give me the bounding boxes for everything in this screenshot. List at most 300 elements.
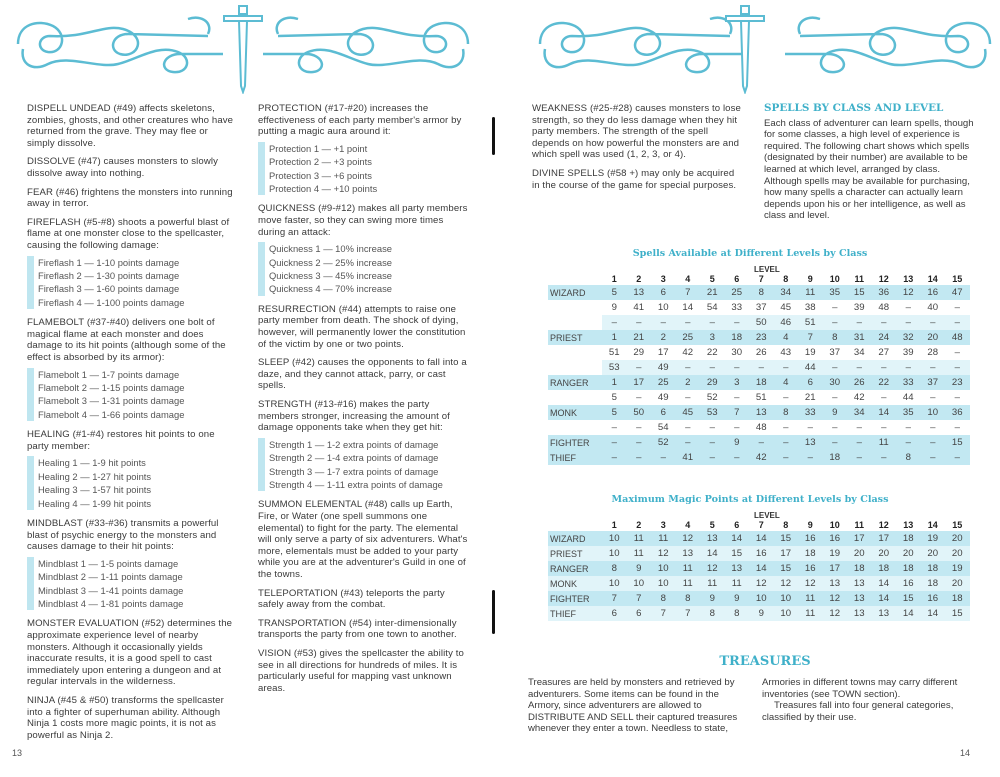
spell-stat: Protection 1 — +1 point: [269, 142, 368, 154]
spell-stat: Mindblast 3 — 1-41 points damage: [38, 584, 184, 596]
spell-stat: Flamebolt 3 — 1-31 points damage: [38, 395, 185, 407]
spell-number-cell: –: [700, 450, 725, 465]
spell-description: MONSTER EVALUATION (#52) determines the approximate experience level of nearby monsters. Although it occasionally yields inaccurate results, it is a good spell to cast immediately upon entering a dungeon and at regular intervals in the wilderness.: [27, 618, 233, 688]
magic-points-cell: 17: [847, 531, 872, 546]
spell-number-cell: 31: [847, 330, 872, 345]
table-row: [548, 420, 970, 435]
magic-points-cell: 9: [700, 591, 725, 606]
spell-number-cell: 11: [872, 435, 897, 450]
spell-stat: Protection 3 — +6 points: [269, 169, 372, 181]
magic-points-cell: 8: [725, 606, 750, 621]
magic-points-cell: 16: [921, 591, 946, 606]
spell-number-cell: 10: [657, 302, 669, 313]
magic-points-cell: 18: [847, 561, 872, 576]
spell-number-cell: –: [945, 315, 970, 330]
magic-points-cell: 20: [945, 531, 970, 546]
table-row: [548, 435, 970, 450]
spell-number-cell: 12: [896, 285, 921, 300]
spell-number-cell: 51: [755, 392, 767, 403]
spell-number-cell: 34: [847, 405, 872, 420]
celtic-sword-ornament: [8, 4, 478, 94]
level-header: 5: [709, 274, 715, 284]
table-row: [548, 606, 970, 621]
spell-stat: Quickness 4 — 70% increase: [269, 283, 392, 295]
magic-points-cell: 20: [945, 576, 970, 591]
magic-points-cell: 19: [945, 561, 970, 576]
magic-points-cell: 14: [749, 531, 774, 546]
magic-points-cell: 20: [945, 546, 970, 561]
spell-number-cell: –: [823, 315, 848, 330]
class-name: FIGHTER: [548, 435, 602, 450]
spell-number-cell: –: [823, 435, 848, 450]
spell-stat: Flamebolt 1 — 1-7 points damage: [38, 368, 180, 380]
spell-number-cell: –: [921, 315, 946, 330]
right-page: [500, 0, 1000, 777]
magic-points-cell: 18: [921, 576, 946, 591]
spell-stat: Healing 3 — 1-57 hit points: [38, 484, 152, 496]
spell-number-cell: –: [832, 422, 838, 433]
spell-number-cell: 53: [700, 405, 725, 420]
spell-number-cell: 26: [755, 347, 767, 358]
spell-number-cell: 29: [633, 347, 645, 358]
magic-points-cell: 11: [725, 576, 750, 591]
spell-number-cell: –: [685, 422, 691, 433]
class-name: THIEF: [548, 606, 602, 621]
table-row: [548, 345, 970, 360]
spell-number-cell: –: [627, 315, 652, 330]
spell-number-cell: 25: [725, 285, 750, 300]
spell-number-cell: 33: [896, 375, 921, 390]
level-header: 13: [903, 520, 914, 530]
magic-points-cell: 11: [627, 546, 652, 561]
spell-description: FIREFLASH (#5-#8) shoots a powerful blast of flame at one monster close to the spellcaster, causing the following damage:: [27, 216, 230, 251]
spell-number-cell: –: [627, 360, 652, 375]
magic-points-cell: 10: [627, 576, 652, 591]
level-header: 2: [636, 520, 642, 530]
magic-points-table: [548, 519, 970, 621]
spell-number-cell: –: [905, 302, 911, 313]
spell-number-cell: 25: [651, 375, 676, 390]
class-name: [548, 360, 602, 375]
spell-number-cell: 21: [627, 330, 652, 345]
spell-number-cell: –: [856, 422, 862, 433]
level-header: 1: [611, 274, 617, 284]
spell-number-cell: 39: [853, 302, 865, 313]
level-header: 6: [734, 274, 740, 284]
spell-number-cell: –: [823, 360, 848, 375]
magic-points-cell: 18: [896, 561, 921, 576]
magic-points-cell: 13: [847, 576, 872, 591]
class-name: [548, 300, 602, 315]
magic-points-cell: 18: [945, 591, 970, 606]
spell-number-cell: –: [954, 302, 960, 313]
spell-number-cell: 53: [602, 360, 627, 375]
spell-number-cell: 51: [608, 347, 620, 358]
spell-stat: Protection 4 — +10 points: [269, 183, 378, 194]
table-row: [548, 330, 970, 345]
treasures-text: Treasures are held by monsters and retrieved by adventurers. Some items can be found in the Armory, since adventurers are allowed to DISTRIBUTE AND SELL their captured treasures whenever they enter a town. Needless to state,: [528, 677, 738, 735]
spell-number-cell: 49: [657, 392, 669, 403]
magic-points-cell: 12: [676, 531, 701, 546]
spell-number-cell: 8: [896, 450, 921, 465]
level-header: 3: [660, 520, 666, 530]
spell-number-cell: –: [872, 360, 897, 375]
magic-points-cell: 11: [676, 561, 701, 576]
spell-number-cell: 4: [774, 330, 799, 345]
magic-points-cell: 20: [872, 546, 897, 561]
spell-number-cell: –: [700, 360, 725, 375]
spell-number-cell: –: [636, 392, 642, 403]
magic-points-cell: 14: [872, 591, 897, 606]
level-header: 2: [636, 274, 642, 284]
magic-points-cell: 11: [651, 531, 676, 546]
magic-points-cell: 20: [921, 546, 946, 561]
level-header: 11: [854, 520, 864, 530]
magic-points-cell: 14: [872, 576, 897, 591]
spell-number-cell: 5: [611, 392, 617, 403]
header-spacer: [548, 273, 602, 285]
spell-number-cell: 37: [921, 375, 946, 390]
spell-number-cell: 27: [878, 347, 890, 358]
class-name: MONK: [548, 405, 602, 420]
spell-number-cell: –: [725, 360, 750, 375]
magic-points-cell: 16: [798, 531, 823, 546]
spell-number-cell: –: [872, 450, 897, 465]
header-spacer: [548, 519, 602, 531]
spell-number-cell: 34: [774, 285, 799, 300]
table-row: [548, 300, 970, 315]
page-number: 13: [12, 748, 23, 758]
magic-points-cell: 11: [798, 606, 823, 621]
spell-number-cell: 9: [823, 405, 848, 420]
class-name: FIGHTER: [548, 591, 602, 606]
spell-stat: Strength 4 — 1-11 extra points of damage: [269, 478, 443, 490]
class-name: MONK: [548, 576, 602, 591]
spell-number-cell: 38: [804, 302, 816, 313]
magic-points-cell: 15: [896, 591, 921, 606]
spell-number-cell: –: [602, 450, 627, 465]
spell-number-cell: 17: [627, 375, 652, 390]
spell-number-cell: –: [872, 315, 897, 330]
spell-stat: Mindblast 2 — 1-11 points damage: [38, 571, 183, 583]
level-header: 13: [903, 274, 914, 284]
magic-points-cell: 18: [798, 546, 823, 561]
magic-points-cell: 13: [725, 561, 750, 576]
spell-number-cell: –: [954, 347, 960, 358]
magic-points-cell: 7: [602, 591, 627, 606]
table-row: [548, 576, 970, 591]
right-column-1: [532, 103, 744, 198]
level-header: 1: [611, 520, 617, 530]
spell-number-cell: 13: [749, 405, 774, 420]
magic-points-cell: 12: [823, 606, 848, 621]
magic-points-cell: 12: [700, 561, 725, 576]
spell-number-cell: –: [685, 392, 691, 403]
spell-number-cell: 6: [651, 285, 676, 300]
table-title: Maximum Magic Points at Different Levels by Class: [611, 494, 889, 505]
spell-number-cell: –: [896, 315, 921, 330]
spell-number-cell: –: [832, 392, 838, 403]
spell-number-cell: 35: [823, 285, 848, 300]
magic-points-cell: 6: [627, 606, 652, 621]
magic-points-cell: 17: [823, 561, 848, 576]
spell-number-cell: –: [783, 392, 789, 403]
page-number: 14: [960, 748, 971, 758]
spell-number-cell: 1: [602, 330, 627, 345]
level-header: 5: [709, 520, 715, 530]
section-title: SPELLS BY CLASS AND LEVEL: [764, 102, 944, 114]
spell-number-cell: 41: [676, 450, 701, 465]
spell-number-cell: 7: [798, 330, 823, 345]
spell-number-cell: 47: [945, 285, 970, 300]
spell-description: DISSOLVE (#47) causes monsters to slowly dissolve away into nothing.: [27, 156, 218, 179]
spell-number-cell: –: [602, 315, 627, 330]
magic-points-cell: 10: [774, 606, 799, 621]
level-label: LEVEL: [754, 511, 780, 520]
magic-points-cell: 16: [823, 531, 848, 546]
spell-number-cell: 32: [896, 330, 921, 345]
spell-description: WEAKNESS (#25-#28) causes monsters to lose strength, so they do less damage when they hit party members. The strength of the spell depends on how powerful the monsters are and which spell was used (1, 2, 3, or 4).: [532, 103, 741, 161]
spell-number-cell: 5: [602, 285, 627, 300]
spell-number-cell: 49: [651, 360, 676, 375]
spell-number-cell: 36: [945, 405, 970, 420]
magic-points-cell: 7: [651, 606, 676, 621]
spell-number-cell: –: [774, 360, 799, 375]
level-header: 15: [952, 274, 963, 284]
spell-number-cell: 42: [853, 392, 865, 403]
spell-description: TELEPORTATION (#43) teleports the party safely away from the combat.: [258, 587, 445, 611]
spell-stat: Strength 3 — 1-7 extra points of damage: [269, 465, 439, 477]
spell-number-cell: 37: [755, 302, 767, 313]
spell-number-cell: 40: [927, 302, 939, 313]
level-header: 8: [783, 520, 789, 530]
spell-number-cell: –: [896, 360, 921, 375]
spell-number-cell: –: [725, 450, 750, 465]
magic-points-cell: 12: [749, 576, 774, 591]
treasures-column-1: [528, 677, 740, 742]
level-header: 7: [758, 520, 764, 530]
spell-number-cell: 13: [798, 435, 823, 450]
treasures-text: Armories in different towns may carry different inventories (see TOWN section).: [762, 677, 958, 700]
spell-number-cell: 18: [725, 330, 750, 345]
table-row: [548, 360, 970, 375]
binding-mark: [492, 590, 495, 634]
spell-number-cell: –: [709, 422, 715, 433]
spell-number-cell: –: [774, 435, 799, 450]
spell-number-cell: –: [774, 450, 799, 465]
level-header: 8: [783, 274, 789, 284]
magic-points-cell: 6: [602, 606, 627, 621]
table-row: [548, 450, 970, 465]
spell-number-cell: –: [676, 360, 701, 375]
spell-stat: Protection 2 — +3 points: [269, 156, 372, 168]
spell-number-cell: 2: [676, 375, 701, 390]
spell-number-cell: 23: [749, 330, 774, 345]
magic-points-cell: 14: [700, 546, 725, 561]
level-header: 12: [878, 520, 889, 530]
spell-description: FLAMEBOLT (#37-#40) delivers one bolt of magical flame at each monster and does damage to its hit points (although some of the effect is absorbed by its armor):: [27, 317, 226, 363]
magic-points-cell: 16: [749, 546, 774, 561]
magic-points-cell: 8: [602, 561, 627, 576]
spell-number-cell: –: [676, 435, 701, 450]
spell-number-cell: –: [847, 450, 872, 465]
class-name: [548, 345, 602, 360]
spell-stat: Healing 1 — 1-9 hit points: [38, 457, 146, 469]
magic-points-cell: 10: [749, 591, 774, 606]
magic-points-cell: 17: [774, 546, 799, 561]
magic-points-cell: 15: [774, 531, 799, 546]
spell-stat: Strength 2 — 1-4 extra points of damage: [269, 452, 439, 464]
spell-number-cell: –: [921, 435, 946, 450]
level-header: 12: [878, 274, 889, 284]
spell-number-cell: –: [651, 315, 676, 330]
spell-number-cell: 6: [651, 405, 676, 420]
spell-number-cell: 18: [749, 375, 774, 390]
spell-number-cell: 9: [725, 435, 750, 450]
spell-stat-list: [27, 256, 235, 310]
spell-number-cell: 50: [749, 315, 774, 330]
magic-points-cell: 10: [602, 531, 627, 546]
spell-number-cell: 15: [847, 285, 872, 300]
magic-points-cell: 7: [627, 591, 652, 606]
level-header-row: [548, 273, 970, 285]
level-header-row: [548, 519, 970, 531]
table-row: [548, 591, 970, 606]
spell-number-cell: –: [627, 435, 652, 450]
spell-stat: Strength 1 — 1-2 extra points of damage: [269, 438, 439, 450]
spell-description: FEAR (#46) frightens the monsters into running away in terror.: [27, 186, 233, 210]
class-name: RANGER: [548, 561, 602, 576]
magic-points-cell: 13: [847, 606, 872, 621]
spell-number-cell: 7: [676, 285, 701, 300]
magic-points-cell: 8: [651, 591, 676, 606]
spell-description: DISPELL UNDEAD (#49) affects skeletons, zombies, ghosts, and other creatures who have returned from the grave. They may flee or simply dissolve.: [27, 103, 234, 149]
magic-points-cell: 10: [651, 576, 676, 591]
spell-description: PROTECTION (#17-#20) increases the effectiveness of each party member's armor by putting a magic aura around it:: [258, 103, 462, 138]
magic-points-cell: 13: [847, 591, 872, 606]
spell-number-cell: –: [945, 360, 970, 375]
spell-number-cell: 16: [921, 285, 946, 300]
spell-stat: Fireflash 3 — 1-60 points damage: [38, 283, 180, 295]
spell-number-cell: –: [636, 422, 642, 433]
class-name: [548, 390, 602, 405]
spell-stat: Quickness 3 — 45% increase: [269, 270, 392, 281]
class-name: WIZARD: [548, 285, 602, 300]
spell-stat-list: [27, 368, 235, 422]
spell-number-cell: –: [611, 422, 617, 433]
spell-stat: Flamebolt 2 — 1-15 points damage: [38, 381, 185, 393]
spell-number-cell: 10: [921, 405, 946, 420]
level-header: 14: [927, 274, 938, 284]
spell-number-cell: 39: [902, 347, 914, 358]
spell-number-cell: 8: [749, 285, 774, 300]
spell-number-cell: –: [700, 435, 725, 450]
magic-points-cell: 8: [676, 591, 701, 606]
class-name: THIEF: [548, 450, 602, 465]
magic-points-cell: 15: [774, 561, 799, 576]
level-header: 6: [734, 520, 740, 530]
magic-points-cell: 19: [921, 531, 946, 546]
magic-points-cell: 9: [627, 561, 652, 576]
spell-number-cell: –: [896, 435, 921, 450]
table-row: [548, 546, 970, 561]
spell-description: QUICKNESS (#9-#12) makes all party members move faster, so they can swing more times during an attack:: [258, 203, 468, 238]
spell-number-cell: –: [725, 315, 750, 330]
spell-number-cell: 8: [823, 330, 848, 345]
magic-points-cell: 12: [774, 576, 799, 591]
spell-number-cell: 48: [878, 302, 890, 313]
spell-number-cell: –: [847, 315, 872, 330]
spell-number-cell: 11: [798, 285, 823, 300]
spell-number-cell: 48: [755, 422, 767, 433]
magic-points-cell: 15: [725, 546, 750, 561]
spell-description: DIVINE SPELLS (#58 +) may only be acquired in the course of the game for special purposes.: [532, 167, 737, 191]
spells-table: [548, 273, 970, 465]
spell-number-cell: –: [798, 450, 823, 465]
table-title: Spells Available at Different Levels by Class: [632, 248, 868, 259]
spell-number-cell: 54: [706, 302, 718, 313]
magic-points-cell: 17: [872, 531, 897, 546]
spell-number-cell: –: [847, 360, 872, 375]
magic-points-cell: 16: [798, 561, 823, 576]
table-row: [548, 390, 970, 405]
spell-number-cell: 45: [676, 405, 701, 420]
spell-stat: Flamebolt 4 — 1-66 points damage: [38, 408, 185, 420]
class-name: [548, 315, 602, 330]
table-row: [548, 561, 970, 576]
spell-number-cell: 34: [853, 347, 865, 358]
spell-number-cell: –: [734, 392, 740, 403]
class-name: PRIEST: [548, 330, 602, 345]
magic-points-cell: 18: [921, 561, 946, 576]
magic-points-cell: 14: [725, 531, 750, 546]
treasures-title: TREASURES: [719, 654, 811, 669]
magic-points-cell: 9: [725, 591, 750, 606]
spell-number-cell: –: [930, 392, 936, 403]
spell-number-cell: –: [954, 392, 960, 403]
spell-number-cell: 51: [798, 315, 823, 330]
spell-number-cell: 48: [945, 330, 970, 345]
spell-number-cell: 23: [945, 375, 970, 390]
spell-number-cell: –: [881, 422, 887, 433]
spell-number-cell: –: [921, 360, 946, 375]
spell-stat: Mindblast 1 — 1-5 points damage: [38, 557, 179, 569]
spell-number-cell: 45: [780, 302, 792, 313]
spell-number-cell: 29: [700, 375, 725, 390]
spell-number-cell: 1: [602, 375, 627, 390]
spell-number-cell: –: [881, 392, 887, 403]
spell-number-cell: 26: [847, 375, 872, 390]
spell-number-cell: 8: [774, 405, 799, 420]
spell-number-cell: 17: [657, 347, 669, 358]
binding-mark: [492, 117, 495, 155]
spell-number-cell: 43: [780, 347, 792, 358]
spell-number-cell: 7: [725, 405, 750, 420]
spell-number-cell: 14: [872, 405, 897, 420]
spell-number-cell: 30: [823, 375, 848, 390]
magic-points-cell: 10: [602, 576, 627, 591]
spell-number-cell: 42: [749, 450, 774, 465]
table-row: [548, 375, 970, 390]
level-header: 15: [952, 520, 963, 530]
magic-points-cell: 10: [774, 591, 799, 606]
magic-points-cell: 13: [823, 576, 848, 591]
magic-points-cell: 11: [627, 531, 652, 546]
spell-number-cell: 9: [611, 302, 617, 313]
spell-number-cell: 6: [798, 375, 823, 390]
spell-number-cell: –: [945, 450, 970, 465]
spell-description: NINJA (#45 & #50) transforms the spellcaster into a fighter of superhuman ability. Although Ninja 1 costs more magic points, it is not as powerful as Ninja 2.: [27, 694, 224, 741]
